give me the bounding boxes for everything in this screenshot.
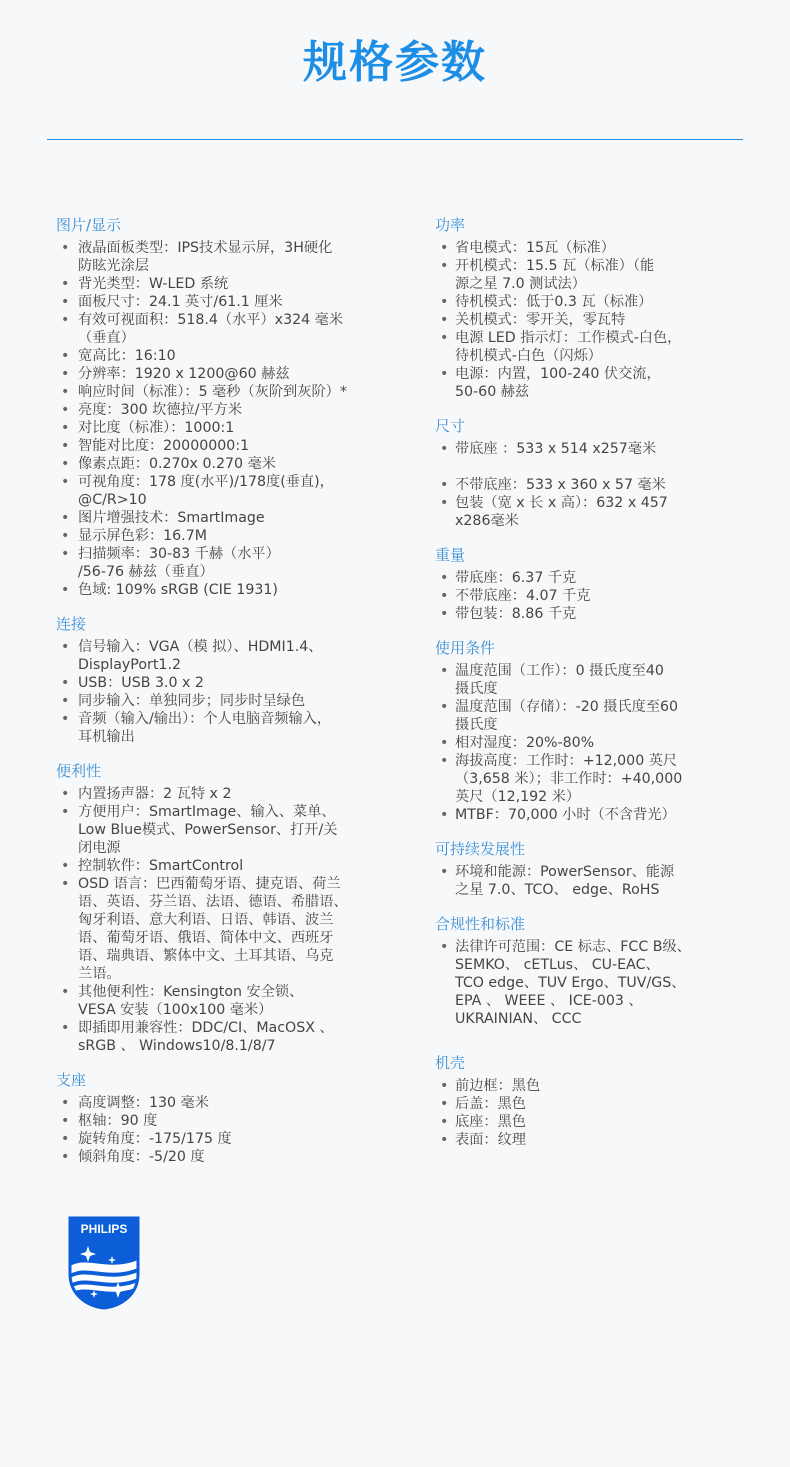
spec-section — [435, 544, 755, 623]
bullet-icon: • — [440, 588, 449, 604]
spec-item — [435, 293, 755, 311]
spec-item — [435, 752, 755, 806]
spec-text: 色域: 109% sRGB (CIE 1931) — [78, 582, 278, 598]
spec-list — [435, 1077, 755, 1149]
spec-section — [435, 214, 755, 401]
bullet-icon: • — [440, 441, 449, 457]
spec-item — [435, 1131, 755, 1149]
spec-item — [56, 857, 396, 875]
spec-text: 温度范围（存储）：-20 摄氏度至60 摄氏度 — [455, 699, 679, 733]
spec-item — [56, 401, 396, 419]
spec-text: 后盖：黑色 — [455, 1096, 526, 1112]
bullet-icon: • — [61, 402, 70, 418]
spec-text: 高度调整：130 毫米 — [78, 1095, 209, 1111]
spec-list — [56, 785, 396, 1055]
bullet-icon: • — [61, 276, 70, 292]
spec-item — [56, 983, 396, 1019]
section-title: 尺寸 — [435, 417, 466, 435]
spec-item — [435, 311, 755, 329]
section-title: 图片/显示 — [56, 216, 122, 234]
bullet-icon: • — [61, 294, 70, 310]
bullet-icon: • — [61, 366, 70, 382]
bullet-icon: • — [61, 675, 70, 691]
spec-text: MTBF：70,000 小时（不含背光） — [455, 807, 676, 823]
bullet-icon: • — [440, 258, 449, 274]
bullet-icon: • — [61, 474, 70, 490]
bullet-icon: • — [61, 240, 70, 256]
spec-section — [435, 913, 755, 1028]
spec-text: 分辨率：1920 x 1200@60 赫兹 — [78, 366, 290, 382]
bullet-icon: • — [61, 456, 70, 472]
spec-section — [56, 613, 396, 746]
spec-item — [435, 440, 755, 458]
spec-section — [56, 1069, 396, 1166]
spec-list — [56, 1094, 396, 1166]
spec-text: 图片增强技术：SmartImage — [78, 510, 265, 526]
spec-item — [435, 239, 755, 257]
spec-item — [56, 527, 396, 545]
bullet-icon: • — [61, 384, 70, 400]
bullet-icon: • — [61, 546, 70, 562]
spec-text: 不带底座：533 x 360 x 57 毫米 — [455, 477, 666, 493]
spec-item — [435, 365, 755, 401]
spec-text: 环境和能源：PowerSensor、能源 之星 7.0、TCO、 edge、RoHS — [455, 864, 675, 898]
spec-item — [56, 545, 396, 581]
section-title: 支座 — [56, 1071, 87, 1089]
spec-text: 旋转角度：-175/175 度 — [78, 1131, 232, 1147]
spec-item — [435, 476, 755, 494]
spec-item — [56, 437, 396, 455]
spec-item — [56, 383, 396, 401]
spec-text: 可视角度：178 度(水平)/178度(垂直)， @C/R>10 — [78, 474, 334, 508]
bullet-icon: • — [61, 984, 70, 1000]
spec-text: 前边框：黑色 — [455, 1078, 541, 1094]
spec-item — [56, 1094, 396, 1112]
bullet-icon: • — [440, 312, 449, 328]
spec-text: 相对湿度：20%-80% — [455, 735, 595, 751]
section-title: 重量 — [435, 546, 466, 564]
spec-text: 带底座：6.37 千克 — [455, 570, 577, 586]
spec-text: 待机模式：低于0.3 瓦（标准） — [455, 294, 653, 310]
section-title: 机壳 — [435, 1054, 466, 1072]
spec-text: 法律许可范围：CE 标志、FCC B级、 SEMKO、 cETLus、 CU-EAC、 TCO edge、TUV Ergo、TUV/GS、 EPA 、 WEEE 、 ICE-003 、 UKRAINIAN、 CCC — [455, 939, 691, 1027]
spec-item — [56, 455, 396, 473]
spec-text: 像素点距：0.270x 0.270 毫米 — [78, 456, 276, 472]
spec-text: 控制软件：SmartControl — [78, 858, 244, 874]
bullet-icon: • — [440, 1096, 449, 1112]
spec-text: 枢轴：90 度 — [78, 1113, 158, 1129]
section-title: 可持续发展性 — [435, 840, 526, 858]
spec-item — [435, 329, 755, 365]
title-divider — [47, 139, 743, 140]
bullet-icon: • — [440, 495, 449, 511]
section-title: 功率 — [435, 216, 466, 234]
spec-text: 背光类型：W-LED 系统 — [78, 276, 229, 292]
bullet-icon: • — [61, 510, 70, 526]
bullet-icon: • — [61, 693, 70, 709]
spec-item — [56, 710, 396, 746]
bullet-icon: • — [440, 699, 449, 715]
spec-item — [56, 311, 396, 347]
spec-item — [435, 698, 755, 734]
spec-item — [435, 458, 755, 476]
spec-item — [56, 1112, 396, 1130]
spec-item — [56, 1130, 396, 1148]
bullet-icon: • — [61, 582, 70, 598]
section-title: 连接 — [56, 615, 87, 633]
spec-item — [56, 293, 396, 311]
bullet-icon: • — [440, 294, 449, 310]
spec-section — [435, 637, 755, 824]
spec-text: 宽高比：16:10 — [78, 348, 176, 364]
spec-item — [56, 785, 396, 803]
spec-item — [435, 605, 755, 623]
left-column — [56, 214, 396, 1166]
spec-text: 对比度（标准）：1000:1 — [78, 420, 235, 436]
spec-text: 面板尺寸：24.1 英寸/61.1 厘米 — [78, 294, 283, 310]
bullet-icon: • — [61, 438, 70, 454]
spec-item — [56, 638, 396, 674]
bullet-icon: • — [440, 570, 449, 586]
bullet-icon: • — [61, 786, 70, 802]
spec-item — [435, 734, 755, 752]
spec-section — [56, 214, 396, 599]
spec-list — [435, 239, 755, 401]
spec-list — [56, 638, 396, 746]
spec-text: 显示屏色彩：16.7M — [78, 528, 207, 544]
bullet-icon: • — [61, 1020, 70, 1036]
spec-section — [56, 760, 396, 1055]
spec-item — [56, 1148, 396, 1166]
spec-text: USB：USB 3.0 x 2 — [78, 675, 204, 691]
spec-item — [56, 803, 396, 857]
section-title: 合规性和标准 — [435, 915, 526, 933]
spec-item — [435, 494, 755, 530]
spec-text: 信号输入：VGA（模 拟）、HDMI1.4、 DisplayPort1.2 — [78, 639, 323, 673]
spec-text: OSD 语言：巴西葡萄牙语、捷克语、荷兰 语、英语、芬兰语、法语、德语、希腊语、 匈牙利语、意大利语、日语、韩语、波兰 语、葡萄牙语、俄语、简体中文、西班牙 语、瑞典语、繁体中文、土耳其语、乌克 兰语。 — [78, 876, 348, 982]
bullet-icon: • — [440, 663, 449, 679]
bullet-icon: • — [440, 240, 449, 256]
logo-text: PHILIPS — [80, 1222, 128, 1236]
spec-item — [56, 365, 396, 383]
spec-text: 带底座 ：533 x 514 x257毫米 — [455, 441, 657, 457]
spec-item — [56, 239, 396, 275]
bullet-icon: • — [61, 711, 70, 727]
spec-text: 省电模式：15瓦（标准） — [455, 240, 615, 256]
spec-section — [435, 838, 755, 899]
bullet-icon: • — [440, 753, 449, 769]
bullet-icon: • — [61, 639, 70, 655]
spec-text: 其他便利性：Kensington 安全锁、 VESA 安装（100x100 毫米） — [78, 984, 304, 1018]
spec-list — [435, 440, 755, 530]
spec-text: 智能对比度：20000000:1 — [78, 438, 250, 454]
bullet-icon: • — [61, 804, 70, 820]
bullet-icon: • — [440, 1078, 449, 1094]
spec-list — [56, 239, 396, 599]
bullet-icon: • — [440, 939, 449, 955]
spec-item — [435, 587, 755, 605]
bullet-icon: • — [440, 1132, 449, 1148]
spec-item — [435, 1077, 755, 1095]
bullet-icon: • — [440, 330, 449, 346]
bullet-icon: • — [61, 1131, 70, 1147]
spec-list — [435, 863, 755, 899]
spec-text: 扫描频率：30-83 千赫（水平） /56-76 赫兹（垂直） — [78, 546, 280, 580]
spec-item — [56, 509, 396, 527]
bullet-icon: • — [61, 1113, 70, 1129]
spec-text: 开机模式：15.5 瓦（标准）（能 源之星 7.0 测试法） — [455, 258, 655, 292]
spec-text: 包装（宽 x 长 x 高）：632 x 457 x286毫米 — [455, 495, 668, 529]
spec-text: 关机模式：零开关，零瓦特 — [455, 312, 626, 328]
bullet-icon: • — [440, 477, 449, 493]
spec-item — [56, 419, 396, 437]
bullet-icon: • — [440, 735, 449, 751]
bullet-icon: • — [61, 528, 70, 544]
spec-item — [435, 1113, 755, 1131]
spec-list — [435, 569, 755, 623]
section-title: 便利性 — [56, 762, 102, 780]
spec-text: 电源 LED 指示灯：工作模式-白色， 待机模式-白色（闪烁） — [455, 330, 682, 364]
spec-text: 同步输入：单独同步；同步时呈绿色 — [78, 693, 306, 709]
bullet-icon: • — [61, 1149, 70, 1165]
spec-item — [56, 674, 396, 692]
bullet-icon: • — [440, 807, 449, 823]
bullet-icon: • — [61, 858, 70, 874]
bullet-icon: • — [440, 366, 449, 382]
bullet-icon: • — [440, 864, 449, 880]
spec-text: 电源：内置，100-240 伏交流， 50-60 赫兹 — [455, 366, 661, 400]
spec-item — [56, 473, 396, 509]
section-title: 使用条件 — [435, 639, 496, 657]
spec-item — [435, 662, 755, 698]
page-title: 规格参数 — [303, 37, 487, 88]
right-column — [435, 214, 755, 1149]
spec-text: 响应时间（标准）：5 毫秒（灰阶到灰阶）* — [78, 384, 347, 400]
bullet-icon: • — [440, 1114, 449, 1130]
spec-item — [435, 863, 755, 899]
spec-section — [435, 415, 755, 530]
bullet-icon: • — [440, 606, 449, 622]
spec-text: 海拔高度：工作时：+12,000 英尺 （3,658 米）；非工作时：+40,000 英尺（12,192 米） — [455, 753, 683, 805]
spec-text: 带包装：8.86 千克 — [455, 606, 577, 622]
spec-item — [56, 347, 396, 365]
spec-text: 倾斜角度：-5/20 度 — [78, 1149, 205, 1165]
spec-text: 温度范围（工作）：0 摄氏度至40 摄氏度 — [455, 663, 664, 697]
spec-item — [435, 806, 755, 824]
bullet-icon: • — [61, 348, 70, 364]
spec-text: 即插即用兼容性：DDC/CI、MacOSX 、 sRGB 、 Windows10/8.1/8/7 — [78, 1020, 334, 1054]
spec-item — [56, 692, 396, 710]
spec-item — [56, 275, 396, 293]
bullet-icon: • — [61, 876, 70, 892]
spec-text: 方便用户：SmartImage、输入、菜单、 Low Blue模式、PowerSensor、打开/关 闭电源 — [78, 804, 338, 856]
spec-text: 音频（输入/输出）：个人电脑音频输入， 耳机输出 — [78, 711, 332, 745]
bullet-icon: • — [61, 1095, 70, 1111]
bullet-icon: • — [61, 312, 70, 328]
spec-text: 表面：纹理 — [455, 1132, 526, 1148]
spec-text: 液晶面板类型：IPS技术显示屏，3H硬化 防眩光涂层 — [78, 240, 333, 274]
spec-text: 不带底座：4.07 千克 — [455, 588, 591, 604]
spec-text: 内置扬声器：2 瓦特 x 2 — [78, 786, 232, 802]
spec-item — [56, 581, 396, 599]
spec-item — [435, 257, 755, 293]
spec-item — [435, 1095, 755, 1113]
spec-text: 亮度：300 坎德拉/平方米 — [78, 402, 243, 418]
spec-list — [435, 938, 755, 1028]
spec-item — [56, 1019, 396, 1055]
spec-item — [435, 938, 755, 1028]
spec-section — [435, 1052, 755, 1149]
spec-text: 底座：黑色 — [455, 1114, 526, 1130]
spec-item — [56, 875, 396, 983]
spec-list — [435, 662, 755, 824]
spec-item — [435, 569, 755, 587]
bullet-icon: • — [61, 420, 70, 436]
spec-text: 有效可视面积：518.4（水平）x324 毫米 （垂直） — [78, 312, 344, 346]
philips-logo-icon — [68, 1216, 140, 1310]
